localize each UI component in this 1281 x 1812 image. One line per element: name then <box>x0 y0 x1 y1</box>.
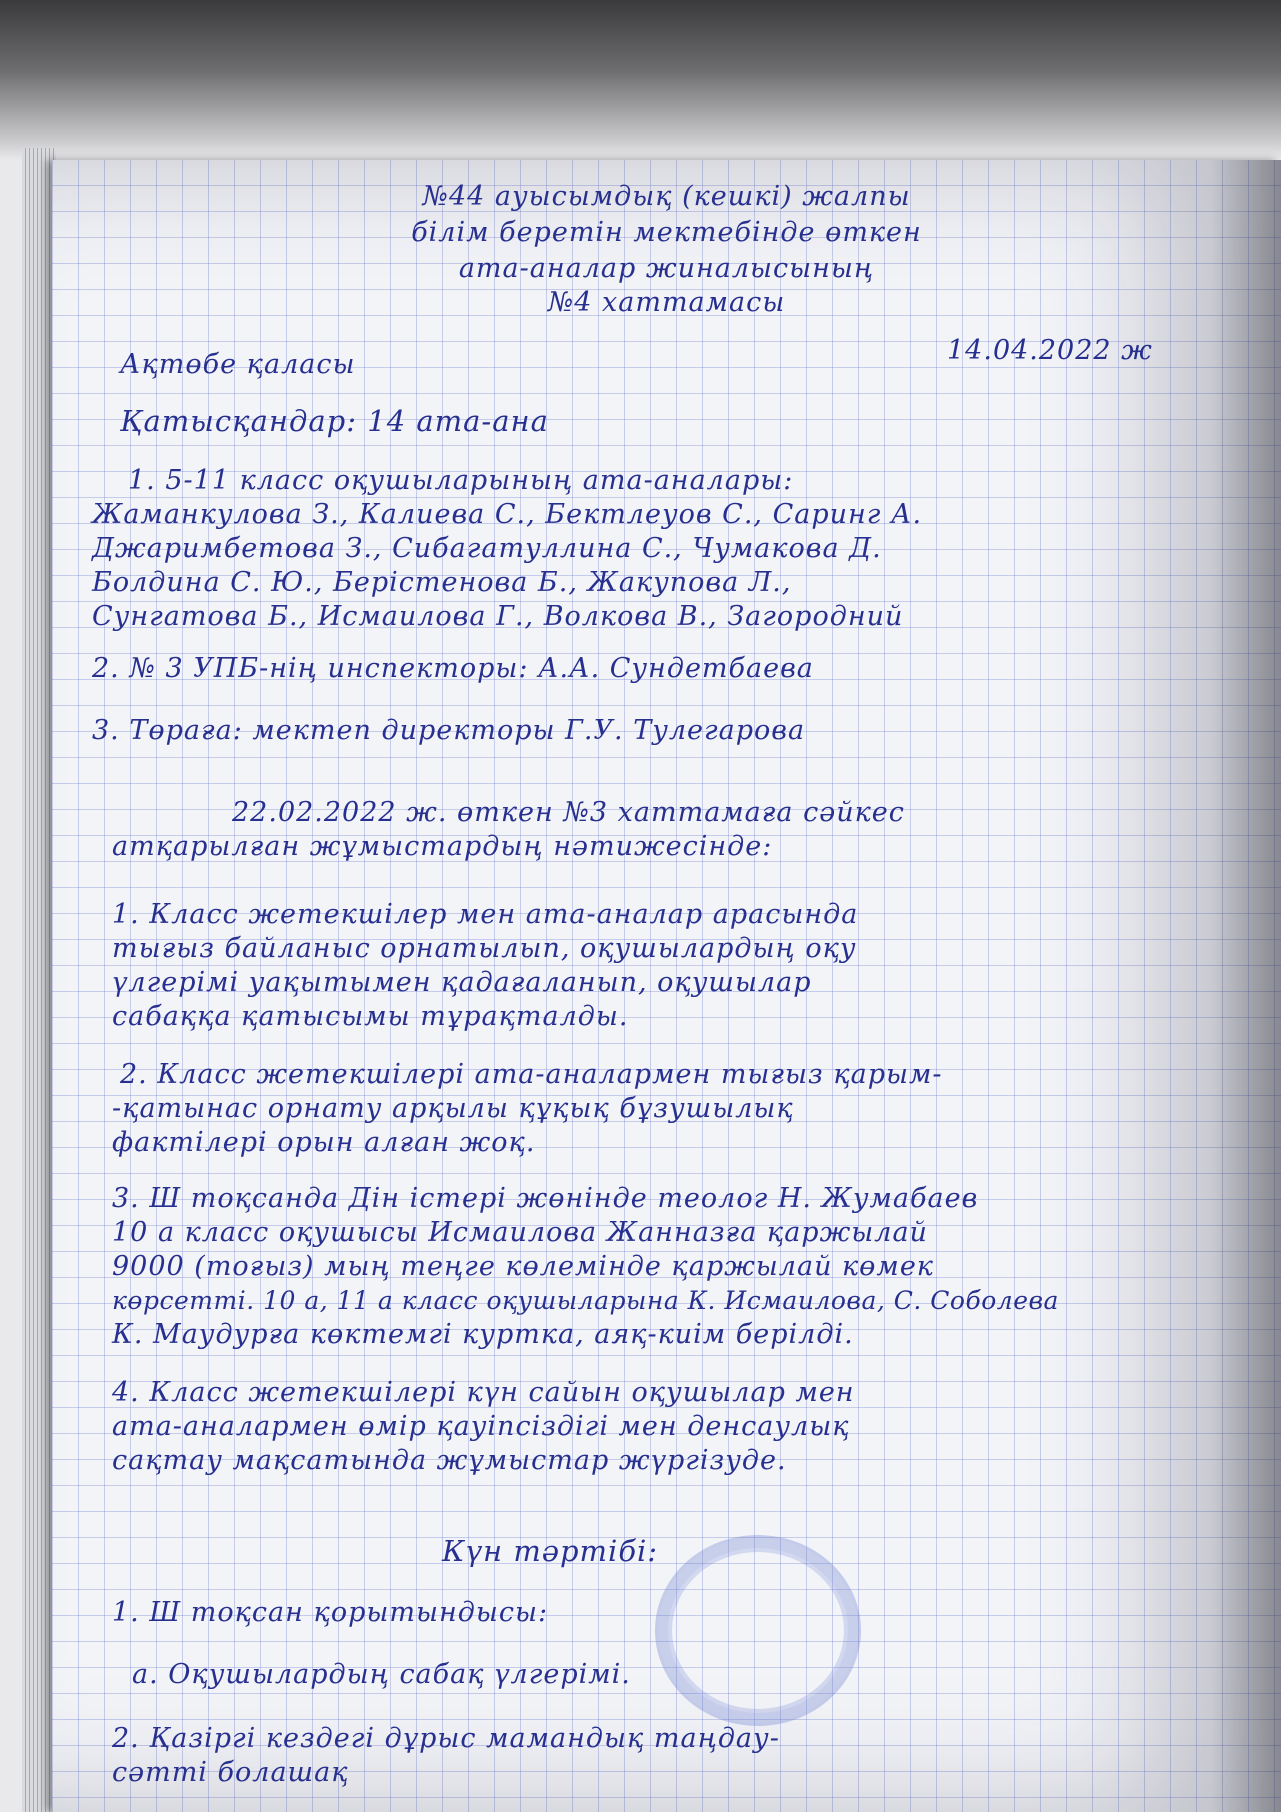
result-4-line-3: сақтау мақсатында жұмыстар жүргізуде. <box>112 1445 787 1476</box>
attendees-count: Қатысқандар: 14 ата-ана <box>120 404 549 438</box>
result-3-line-4: көрсетті. 10 а, 11 а класс оқушыларына К. Исмаилова, С. Соболева <box>112 1286 1059 1315</box>
agenda-title: Күн тәртібі: <box>442 1534 659 1568</box>
inspector-line: 2. № 3 УПБ-нің инспекторы: А.А. Сундетбаева <box>92 653 814 684</box>
agenda-item-1a: а. Оқушылардың сабақ үлгерімі. <box>132 1659 631 1690</box>
title-line-3: ата-аналар жиналысының <box>458 253 875 284</box>
result-4-line-2: ата-аналармен өмір қауіпсіздігі мен денсаулық <box>112 1411 850 1442</box>
result-3-line-1: 3. Ш тоқсанда Дін істері жөнінде теолог Н. Жумабаев <box>112 1183 979 1214</box>
participants-line-2: Жаманкулова З., Калиева С., Бектлеуов С., Саринг А. <box>92 499 923 530</box>
notebook-page <box>52 160 1281 1812</box>
protocol-date: 14.04.2022 ж <box>947 335 1153 366</box>
result-3-line-2: 10 а класс оқушысы Исмаилова Жанназға қаржылай <box>112 1217 928 1248</box>
title-line-1: №44 ауысымдық (кешкі) жалпы <box>422 181 911 212</box>
title-line-4: №4 хаттамасы <box>547 287 786 318</box>
result-2-line-1: 2. Класс жетекшілері ата-аналармен тығыз қарым- <box>120 1059 943 1090</box>
agenda-item-2-line-2: сәтті болашақ <box>112 1757 349 1788</box>
result-1-line-1: 1. Класс жетекшілер мен ата-аналар арасында <box>112 899 859 930</box>
result-1-line-4: сабаққа қатысымы тұрақталды. <box>112 1001 629 1032</box>
title-line-2: білім беретін мектебінде өткен <box>411 217 922 248</box>
school-stamp <box>655 1535 861 1726</box>
notebook-page-edges <box>22 148 56 1812</box>
result-2-line-2: -қатынас орнату арқылы құқық бұзушылық <box>112 1093 794 1124</box>
participants-line-5: Сунгатова Б., Исмаилова Г., Волкова В., Загородний <box>92 601 904 632</box>
result-4-line-1: 4. Класс жетекшілері күн сайын оқушылар мен <box>112 1377 855 1408</box>
participants-line-4: Болдина С. Ю., Берістенова Б., Жакупова Л., <box>92 567 792 598</box>
agenda-item-1: 1. Ш тоқсан қорытындысы: <box>112 1597 549 1628</box>
chairman-line: 3. Төраға: мектеп директоры Г.У. Тулегарова <box>92 715 806 746</box>
previous-protocol-line-2: атқарылған жұмыстардың нәтижесінде: <box>112 831 773 862</box>
result-3-line-3: 9000 (тоғыз) мың теңге көлемінде қаржылай көмек <box>112 1251 934 1282</box>
result-2-line-3: фактілері орын алған жоқ. <box>112 1127 536 1158</box>
city-label: Ақтөбе қаласы <box>120 349 356 380</box>
result-1-line-3: үлгерімі уақытымен қадағаланып, оқушылар <box>112 967 812 998</box>
participants-line-1: 1. 5-11 класс оқушыларының ата-аналары: <box>128 465 794 496</box>
participants-line-3: Джаримбетова З., Сибагатуллина С., Чумакова Д. <box>92 533 882 564</box>
result-3-line-5: К. Маудурға көктемгі куртка, аяқ-киім берілді. <box>112 1319 854 1350</box>
result-1-line-2: тығыз байланыс орнатылып, оқушылардың оқу <box>112 933 857 964</box>
previous-protocol-line-1: 22.02.2022 ж. өткен №3 хаттамаға сәйкес <box>232 797 905 828</box>
agenda-item-2-line-1: 2. Қазіргі кездегі дұрыс мамандық таңдау- <box>112 1723 780 1754</box>
